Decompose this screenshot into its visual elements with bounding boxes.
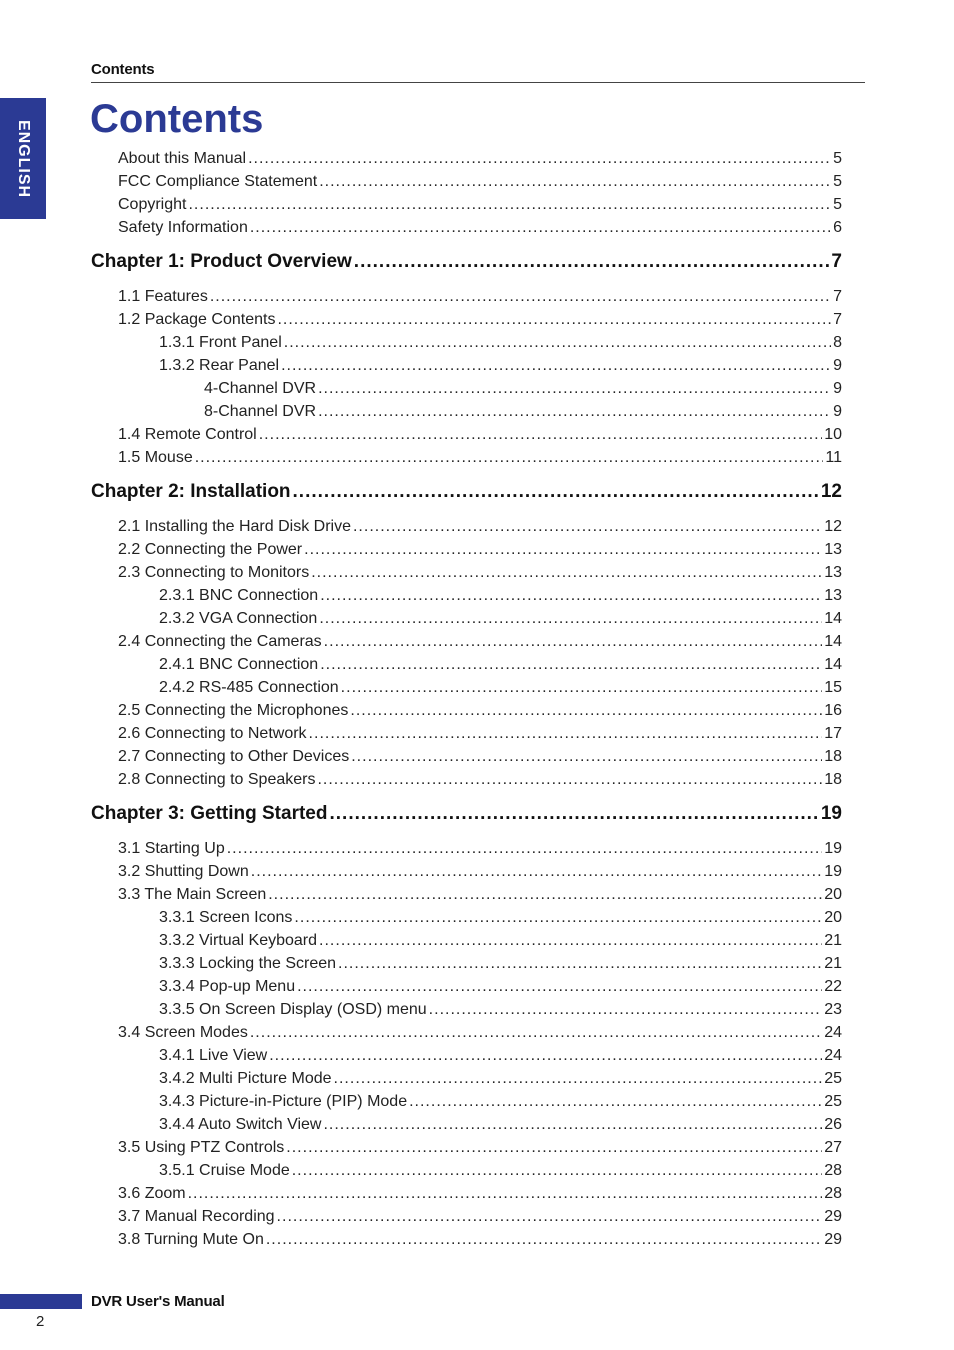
toc-dot-leader [188, 1182, 823, 1205]
toc-entry-page: 19 [824, 863, 842, 880]
footer-manual-title: DVR User's Manual [91, 1293, 225, 1310]
toc-entry-page: 5 [833, 150, 842, 167]
toc-entry-title: 3.5.1 Cruise Mode [159, 1162, 290, 1179]
toc-entry[interactable] [118, 630, 842, 653]
toc-entry-page: 13 [824, 541, 842, 558]
toc-entry-page: 12 [824, 518, 842, 535]
toc-entry-title: 2.1 Installing the Hard Disk Drive [118, 518, 351, 535]
toc-dot-leader [292, 1159, 822, 1182]
toc-entry[interactable] [159, 354, 842, 377]
toc-dot-leader [353, 515, 822, 538]
toc-entry-title: 2.7 Connecting to Other Devices [118, 748, 350, 765]
toc-dot-leader [269, 1044, 822, 1067]
toc-entry[interactable] [159, 998, 842, 1021]
toc-entry[interactable] [159, 952, 842, 975]
toc-dot-leader [293, 479, 819, 505]
toc-entry-page: 5 [833, 173, 842, 190]
toc-entry-title: 3.8 Turning Mute On [118, 1231, 264, 1248]
toc-chapter-entry[interactable] [91, 249, 842, 275]
toc-entry-page: 10 [824, 426, 842, 443]
toc-dot-leader [319, 170, 831, 193]
toc-entry-page: 7 [831, 251, 842, 272]
toc-dot-leader [210, 285, 831, 308]
toc-entry-page: 19 [824, 840, 842, 857]
toc-dot-leader [188, 193, 831, 216]
toc-entry[interactable] [204, 377, 842, 400]
language-tab [0, 98, 46, 219]
toc-entry-page: 9 [833, 380, 842, 397]
toc-entry-page: 14 [824, 610, 842, 627]
toc-entry-page: 11 [825, 449, 842, 466]
toc-dot-leader [286, 1136, 822, 1159]
toc-entry[interactable] [118, 768, 842, 791]
toc-entry-title: 3.3.1 Screen Icons [159, 909, 293, 926]
toc-dot-leader [409, 1090, 822, 1113]
toc-entry[interactable] [159, 1090, 842, 1113]
toc-entry-page: 25 [824, 1093, 842, 1110]
language-tab-label: ENGLISH [15, 119, 32, 198]
toc-entry[interactable] [159, 584, 842, 607]
toc-entry-title: 2.4 Connecting the Cameras [118, 633, 322, 650]
toc-entry-page: 24 [824, 1047, 842, 1064]
toc-entry-page: 29 [824, 1231, 842, 1248]
toc-entry-page: 13 [824, 564, 842, 581]
page-title: Contents [90, 97, 264, 141]
toc-dot-leader [268, 883, 822, 906]
toc-entry[interactable] [159, 607, 842, 630]
toc-entry-title: Chapter 1: Product Overview [91, 251, 352, 272]
toc-entry[interactable] [118, 515, 842, 538]
toc-entry[interactable] [118, 860, 842, 883]
toc-entry-page: 7 [833, 311, 842, 328]
toc-dot-leader [297, 975, 822, 998]
toc-dot-leader [341, 676, 823, 699]
toc-dot-leader [277, 1205, 823, 1228]
toc-entry-page: 14 [824, 656, 842, 673]
toc-entry[interactable] [159, 975, 842, 998]
toc-entry-page: 28 [824, 1185, 842, 1202]
toc-entry-title: 2.4.2 RS-485 Connection [159, 679, 339, 696]
toc-entry-title: 2.3.2 VGA Connection [159, 610, 318, 627]
toc-entry[interactable] [118, 308, 842, 331]
toc-entry-title: 2.3 Connecting to Monitors [118, 564, 310, 581]
page-number: 2 [36, 1313, 45, 1330]
toc-dot-leader [320, 584, 822, 607]
toc-entry-title: 1.2 Package Contents [118, 311, 276, 328]
toc-entry[interactable] [118, 561, 842, 584]
toc-entry[interactable] [118, 883, 842, 906]
toc-entry-page: 8 [833, 334, 842, 351]
toc-dot-leader [351, 745, 822, 768]
running-header: Contents [91, 60, 865, 83]
toc-entry-page: 12 [820, 481, 842, 502]
toc-entry-page: 19 [820, 803, 842, 824]
toc-entry-page: 21 [824, 955, 842, 972]
toc-entry[interactable] [118, 699, 842, 722]
toc-entry-page: 14 [824, 633, 842, 650]
toc-entry-title: 3.3.5 On Screen Display (OSD) menu [159, 1001, 427, 1018]
toc-entry-page: 20 [824, 886, 842, 903]
toc-entry-title: 3.2 Shutting Down [118, 863, 249, 880]
toc-entry-title: 2.8 Connecting to Speakers [118, 771, 316, 788]
toc-entry-title: 1.3.1 Front Panel [159, 334, 282, 351]
toc-entry-title: 3.3.2 Virtual Keyboard [159, 932, 318, 949]
toc-entry-page: 9 [833, 403, 842, 420]
toc-entry-title: FCC Compliance Statement [118, 173, 318, 190]
toc-entry[interactable] [159, 929, 842, 952]
toc-entry-page: 25 [824, 1070, 842, 1087]
toc-entry-page: 16 [824, 702, 842, 719]
toc-entry[interactable] [159, 1113, 842, 1136]
toc-entry-title: 1.5 Mouse [118, 449, 193, 466]
toc-dot-leader [294, 906, 822, 929]
toc-entry-title: Chapter 2: Installation [91, 481, 291, 502]
toc-dot-leader [227, 837, 822, 860]
toc-entry-title: 3.3.4 Pop-up Menu [159, 978, 296, 995]
toc-entry[interactable] [118, 1228, 842, 1251]
toc-entry[interactable] [118, 722, 842, 745]
toc-entry-page: 23 [824, 1001, 842, 1018]
toc-dot-leader [304, 538, 822, 561]
toc-entry[interactable] [118, 423, 842, 446]
toc-entry[interactable] [118, 837, 842, 860]
toc-dot-leader [318, 400, 831, 423]
toc-dot-leader [354, 249, 830, 275]
toc-entry-title: 3.4 Screen Modes [118, 1024, 248, 1041]
toc-entry-page: 7 [833, 288, 842, 305]
toc-entry-title: 1.4 Remote Control [118, 426, 257, 443]
toc-entry-title: 2.4.1 BNC Connection [159, 656, 319, 673]
toc-entry-title: 3.4.3 Picture-in-Picture (PIP) Mode [159, 1093, 408, 1110]
toc-dot-leader [317, 768, 822, 791]
toc-entry-title: 2.6 Connecting to Network [118, 725, 307, 742]
toc-dot-leader [259, 423, 822, 446]
toc-entry-title: 2.3.1 BNC Connection [159, 587, 319, 604]
toc-dot-leader [250, 216, 831, 239]
toc-entry[interactable] [159, 1044, 842, 1067]
toc-entry[interactable] [159, 676, 842, 699]
toc-entry-title: 1.3.2 Rear Panel [159, 357, 280, 374]
toc-dot-leader [309, 722, 823, 745]
toc-entry[interactable] [204, 400, 842, 423]
toc-entry-page: 13 [824, 587, 842, 604]
toc-dot-leader [277, 308, 831, 331]
toc-entry-page: 22 [824, 978, 842, 995]
toc-entry[interactable] [118, 1136, 842, 1159]
toc-entry[interactable] [118, 193, 842, 216]
toc-dot-leader [251, 860, 822, 883]
toc-entry-title: Safety Information [118, 219, 248, 236]
toc-entry-page: 5 [833, 196, 842, 213]
toc-entry-title: 3.1 Starting Up [118, 840, 225, 857]
toc-dot-leader [319, 607, 822, 630]
toc-dot-leader [338, 952, 822, 975]
toc-dot-leader [311, 561, 822, 584]
toc-entry[interactable] [118, 1182, 842, 1205]
toc-entry-page: 15 [824, 679, 842, 696]
toc-dot-leader [248, 147, 831, 170]
toc-dot-leader [195, 446, 824, 469]
toc-entry-title: 3.3 The Main Screen [118, 886, 267, 903]
toc-chapter-entry[interactable] [91, 801, 842, 827]
toc-dot-leader [266, 1228, 822, 1251]
toc-entry-title: 2.5 Connecting the Microphones [118, 702, 349, 719]
toc-entry-page: 24 [824, 1024, 842, 1041]
toc-chapter-entry[interactable] [91, 479, 842, 505]
toc-entry[interactable] [159, 1067, 842, 1090]
toc-entry[interactable] [118, 538, 842, 561]
toc-entry-title: 3.5 Using PTZ Controls [118, 1139, 285, 1156]
toc-entry[interactable] [118, 170, 842, 193]
toc-entry[interactable] [118, 285, 842, 308]
toc-entry-page: 28 [824, 1162, 842, 1179]
toc-dot-leader [320, 653, 822, 676]
toc-entry-page: 21 [824, 932, 842, 949]
toc-entry-page: 9 [833, 357, 842, 374]
toc-entry-title: 3.7 Manual Recording [118, 1208, 275, 1225]
toc-entry-page: 18 [824, 771, 842, 788]
toc-dot-leader [281, 354, 831, 377]
toc-dot-leader [334, 1067, 823, 1090]
toc-dot-leader [429, 998, 823, 1021]
toc-entry-page: 18 [824, 748, 842, 765]
toc-entry-title: 3.4.1 Live View [159, 1047, 268, 1064]
toc-entry-page: 17 [824, 725, 842, 742]
toc-entry[interactable] [118, 216, 842, 239]
toc-entry[interactable] [159, 1159, 842, 1182]
toc-entry-title: 8-Channel DVR [204, 403, 317, 420]
toc-entry[interactable] [118, 745, 842, 768]
toc-entry-title: 3.6 Zoom [118, 1185, 186, 1202]
toc-entry[interactable] [118, 446, 842, 469]
toc-entry-title: About this Manual [118, 150, 247, 167]
toc-entry[interactable] [159, 906, 842, 929]
toc-entry-title: 1.1 Features [118, 288, 208, 305]
toc-entry[interactable] [159, 331, 842, 354]
toc-entry-title: 3.3.3 Locking the Screen [159, 955, 337, 972]
toc-entry[interactable] [118, 1205, 842, 1228]
toc-entry-title: 3.4.2 Multi Picture Mode [159, 1070, 332, 1087]
toc-entry-page: 26 [824, 1116, 842, 1133]
toc-dot-leader [284, 331, 831, 354]
toc-entry-title: 4-Channel DVR [204, 380, 317, 397]
toc-entry-title: Chapter 3: Getting Started [91, 803, 328, 824]
toc-dot-leader [324, 630, 823, 653]
toc-entry-page: 20 [824, 909, 842, 926]
toc-entry[interactable] [159, 653, 842, 676]
footer-accent-bar [0, 1294, 82, 1309]
toc-entry-title: 2.2 Connecting the Power [118, 541, 303, 558]
toc-entry-title: 3.4.4 Auto Switch View [159, 1116, 322, 1133]
toc-dot-leader [318, 377, 831, 400]
toc-entry[interactable] [118, 1021, 842, 1044]
toc-entry[interactable] [118, 147, 842, 170]
toc-dot-leader [350, 699, 822, 722]
toc-entry-page: 6 [833, 219, 842, 236]
toc-dot-leader [323, 1113, 822, 1136]
toc-dot-leader [319, 929, 822, 952]
toc-entry-page: 29 [824, 1208, 842, 1225]
toc-entry-title: Copyright [118, 196, 187, 213]
toc-entry-page: 27 [824, 1139, 842, 1156]
toc-dot-leader [329, 801, 818, 827]
toc-dot-leader [250, 1021, 822, 1044]
